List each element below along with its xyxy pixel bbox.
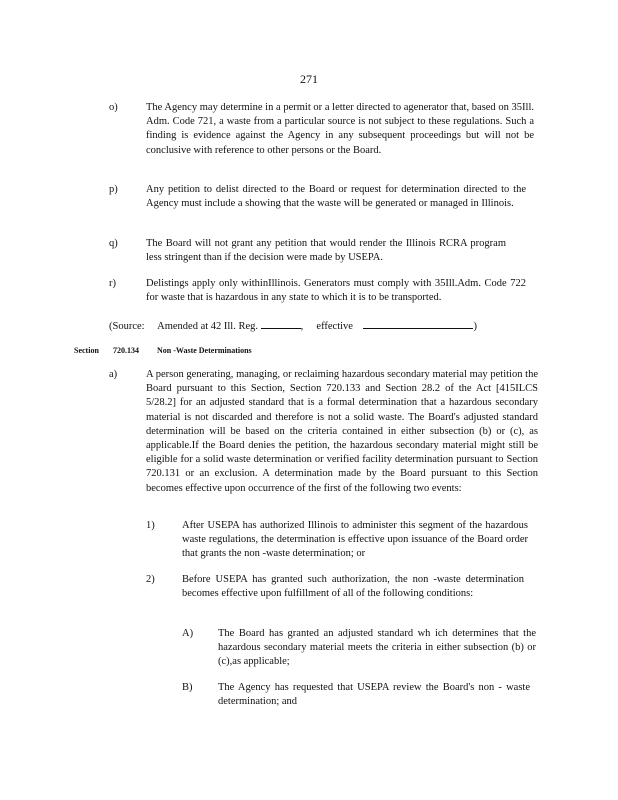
item-label: p)	[109, 184, 118, 195]
section-title: Non -Waste Determinations	[157, 346, 252, 355]
subsection-text: After USEPA has authorized Illinois to administer this segment of the hazardous waste regulations, the determination is effective upon issuance of the Board order that grants the non -waste determination; or	[182, 520, 528, 560]
effective-blank	[363, 317, 473, 329]
item-label: q)	[109, 238, 118, 249]
source-close: )	[473, 321, 477, 332]
section-word: Section	[74, 346, 99, 355]
item-text: Delistings apply only withinIllinois. Generators must comply with 35Ill.Adm. Code 722 for waste that is hazardous in any state to which it is to be transported.	[146, 278, 526, 304]
reg-blank	[261, 317, 301, 329]
subsection-text: A person generating, managing, or reclaiming hazardous secondary material may petition the Board pursuant to this Section, Section 720.133 and Section 28.2 of the Act [415ILCS 5/28.2] for an adjusted standard that is a formal determination that a hazardous secondary material is not discarded and therefore is not a solid waste. The Board's adjusted standard determination will be based on the criteria contained in either subsection (b) or (c), as applicable.If the Board denies the petition, the hazardous secondary material might still be eligible for a solid waste determination or verified facility determination pursuant to Section 720.131 or an exclusion. A determination made by the Board pursuant to this Section becomes effective upon occurrence of the first of the following two events:	[146, 369, 538, 494]
source-open: (Source:	[109, 321, 145, 332]
subsection-label: A)	[182, 628, 194, 639]
page-number: 271	[300, 72, 318, 86]
subsection-text: The Board has granted an adjusted standard wh ich determines that the hazardous secondary material meets the criteria in either subsection (b) or (c),as applicable;	[218, 628, 536, 668]
subsection-text: The Agency has requested that USEPA review the Board's non - waste determination; and	[218, 682, 530, 708]
source-comma: ,	[300, 321, 304, 332]
item-label: r)	[109, 278, 116, 289]
source-note	[109, 317, 477, 334]
source-effective: effective	[316, 321, 353, 332]
subsection-label: B)	[182, 682, 193, 693]
item-text: The Agency may determine in a permit or a letter directed to agenerator that, based on 35Ill. Adm. Code 721, a waste from a particular source is not subject to these regulations. Such a finding is evidence against the Agency in any subsequent proceedings but will not be conclusive with reference to other persons or the Board.	[146, 102, 534, 156]
item-text: The Board will not grant any petition that would render the Illinois RCRA program less stringent than if the decision were made by USEPA.	[146, 238, 506, 264]
subsection-label: 2)	[146, 574, 155, 585]
subsection-text: Before USEPA has granted such authorization, the non -waste determination becomes effective upon fulfillment of all of the following conditions:	[182, 574, 524, 600]
source-amended: Amended at 42 Ill. Reg.	[157, 321, 259, 332]
section-number: 720.134	[113, 346, 139, 355]
item-label: o)	[109, 102, 118, 113]
subsection-label: a)	[109, 369, 118, 380]
item-text: Any petition to delist directed to the Board or request for determination directed to the Agency must include a showing that the waste will be generated or managed in Illinois.	[146, 184, 526, 210]
subsection-label: 1)	[146, 520, 155, 531]
